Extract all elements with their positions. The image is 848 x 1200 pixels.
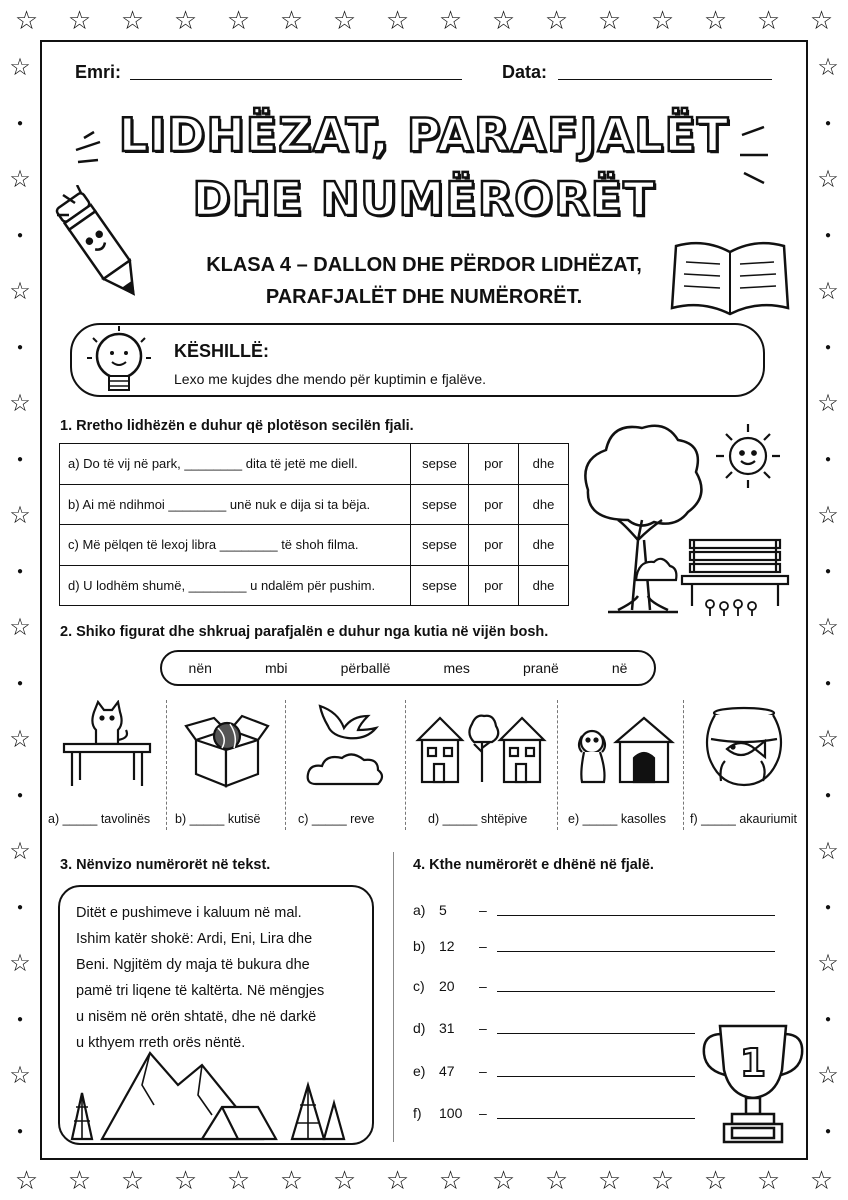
answer-line[interactable]	[497, 1076, 695, 1077]
option-por[interactable]: por	[469, 525, 519, 566]
dog-next-to-kennel-icon	[570, 712, 675, 787]
sun-icon	[716, 424, 780, 488]
q4-title: 4. Kthe numërorët e dhënë në fjalë.	[413, 857, 654, 873]
word-bank-item: pranë	[522, 660, 559, 676]
q1-sentence: a) Do të vij në park, ________ dita të jetë me diell.	[60, 444, 411, 485]
answer-line[interactable]	[497, 1118, 695, 1119]
flowers-icon	[706, 600, 756, 616]
q2-caption-b: b) _____ kutisë	[175, 812, 261, 826]
mountains-tent-icon	[62, 1045, 348, 1141]
word-bank-item: nën	[188, 660, 212, 676]
name-label: Emri:	[75, 62, 122, 82]
name-field[interactable]	[130, 78, 462, 80]
option-sepse[interactable]: sepse	[411, 484, 469, 525]
answer-line[interactable]	[497, 991, 775, 992]
title-line-2: DHE NUMËRORËT	[192, 172, 656, 226]
q1-sentence: c) Më pëlqen të lexoj libra ________ të shoh filma.	[60, 525, 411, 566]
q4-item: f) 100 –	[413, 1105, 487, 1121]
divider	[683, 700, 684, 830]
divider	[405, 700, 406, 830]
book-icon	[668, 232, 792, 324]
q3-title: 3. Nënvizo numërorët në tekst.	[60, 857, 271, 873]
q4-item: a) 5 –	[413, 902, 487, 918]
trophy-icon	[698, 1020, 808, 1150]
word-bank-item: përballë	[340, 660, 391, 676]
q4-item: d) 31 –	[413, 1020, 487, 1036]
q2-caption-d: d) _____ shtëpive	[428, 812, 528, 826]
park-illustration	[578, 420, 803, 625]
top-star-border: ☆ ☆ ☆ ☆ ☆ ☆ ☆ ☆ ☆ ☆ ☆ ☆ ☆ ☆ ☆ ☆	[14, 5, 834, 35]
option-dhe[interactable]: dhe	[519, 484, 569, 525]
option-sepse[interactable]: sepse	[411, 565, 469, 606]
q2-caption-e: e) _____ kasolles	[568, 812, 666, 826]
q2-caption-a: a) _____ tavolinës	[48, 812, 151, 826]
option-dhe[interactable]: dhe	[519, 444, 569, 485]
table-row	[60, 444, 569, 485]
table-row	[60, 525, 569, 566]
q4-item: c) 20 –	[413, 978, 487, 994]
left-star-border: ☆ ● ☆ ● ☆ ● ☆ ● ☆ ● ☆ ● ☆ ● ☆ ● ☆ ● ☆ ●	[9, 54, 31, 1137]
answer-line[interactable]	[497, 951, 775, 952]
ball-in-box-icon	[182, 710, 272, 790]
story-line: u kthyem rreth orës nëntë.	[76, 1035, 246, 1051]
option-dhe[interactable]: dhe	[519, 565, 569, 606]
divider	[285, 700, 286, 830]
option-por[interactable]: por	[469, 484, 519, 525]
divider	[166, 700, 167, 830]
fish-in-aquarium-icon	[703, 705, 785, 790]
sparkle-right-icon	[738, 125, 778, 185]
right-star-border: ☆ ● ☆ ● ☆ ● ☆ ● ☆ ● ☆ ● ☆ ● ☆ ● ☆ ● ☆ ●	[817, 54, 839, 1137]
date-label: Data:	[502, 62, 548, 82]
title-line-1: LIDHËZAT, PARAFJALËT	[118, 108, 730, 162]
story-line: Beni. Ngjitëm dy maja të bukura dhe	[76, 957, 310, 973]
pencil-icon	[55, 185, 150, 310]
subtitle-line-1: KLASA 4 – DALLON DHE PËRDOR LIDHËZAT,	[206, 254, 642, 276]
q2-caption-f: f) _____ akauriumit	[690, 812, 798, 826]
bench-icon	[636, 540, 788, 606]
story-line: u nisëm në orën shtatë, dhe në darkë	[76, 1009, 317, 1025]
answer-line[interactable]	[497, 1033, 695, 1034]
word-bank-item: në	[611, 660, 628, 676]
story-line: pamë tri liqene të kaltërta. Në mëngjes	[76, 983, 325, 999]
option-sepse[interactable]: sepse	[411, 525, 469, 566]
option-por[interactable]: por	[469, 565, 519, 606]
date-field[interactable]	[558, 78, 772, 80]
tree-between-houses-icon	[412, 712, 552, 787]
q1-sentence: b) Ai më ndihmoi ________ unë nuk e dija si ta bëja.	[60, 484, 411, 525]
q1-sentence: d) U lodhëm shumë, ________ u ndalëm për pushim.	[60, 565, 411, 606]
trophy-number: 1	[739, 1041, 767, 1085]
option-dhe[interactable]: dhe	[519, 525, 569, 566]
word-bank	[160, 650, 656, 686]
story-line: Ditët e pushimeve i kaluum në mal.	[76, 905, 302, 921]
table-row	[60, 484, 569, 525]
q2-title: 2. Shiko figurat dhe shkruaj parafjalën e duhur nga kutia në vijën bosh.	[60, 624, 549, 640]
bottom-star-border: ☆ ☆ ☆ ☆ ☆ ☆ ☆ ☆ ☆ ☆ ☆ ☆ ☆ ☆ ☆ ☆	[14, 1165, 834, 1195]
q2-caption-c: c) _____ reve	[298, 812, 375, 826]
tip-title: KËSHILLË:	[174, 341, 270, 361]
option-sepse[interactable]: sepse	[411, 444, 469, 485]
word-bank-item: mbi	[264, 660, 288, 676]
bird-above-cloud-icon	[302, 700, 392, 795]
option-por[interactable]: por	[469, 444, 519, 485]
word-bank-item: mes	[443, 660, 470, 676]
tip-text: Lexo me kujdes dhe mendo për kuptimin e fjalëve.	[174, 371, 487, 387]
table-row	[60, 565, 569, 606]
cat-on-table-icon	[60, 700, 155, 790]
lightbulb-icon	[83, 322, 155, 404]
q4-item: b) 12 –	[413, 938, 487, 954]
q4-item: e) 47 –	[413, 1063, 487, 1079]
story-line: Ishim katër shokë: Ardi, Eni, Lira dhe	[76, 931, 313, 947]
subtitle-line-2: PARAFJALËT DHE NUMËRORËT.	[265, 286, 583, 308]
divider	[557, 700, 558, 830]
sparkle-left-icon	[70, 130, 110, 170]
column-divider	[393, 852, 394, 1142]
q1-title: 1. Rretho lidhëzën e duhur që plotëson secilën fjali.	[60, 418, 414, 434]
story-text[interactable]	[76, 900, 366, 1056]
q1-table	[59, 443, 569, 606]
answer-line[interactable]	[497, 915, 775, 916]
